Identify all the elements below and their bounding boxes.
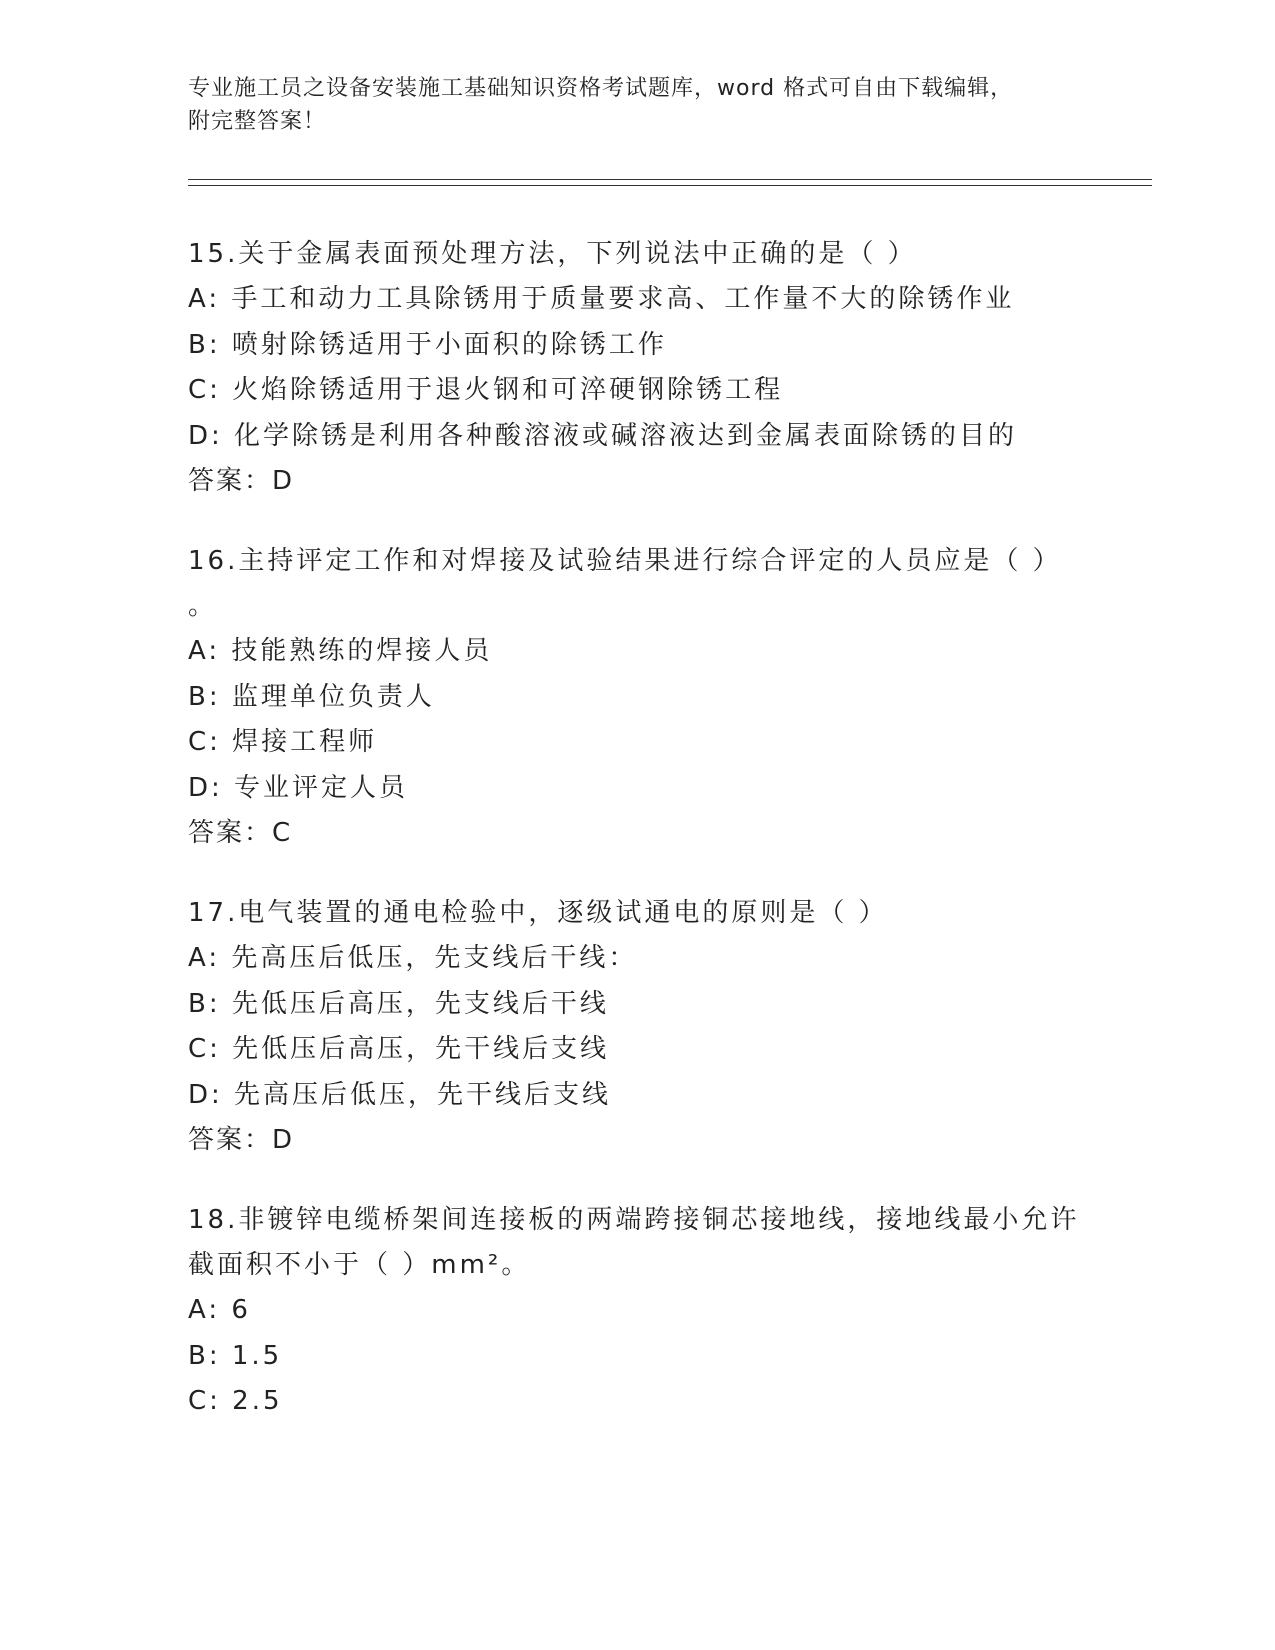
option-c: C: 先低压后高压，先干线后支线	[188, 1034, 610, 1064]
document-header	[188, 72, 1088, 138]
header-line-2: 附完整答案！	[188, 109, 327, 134]
option-a: A: 技能熟练的焊接人员	[188, 636, 493, 666]
question-text-continued: 。	[188, 591, 218, 621]
option-b: B: 1.5	[188, 1340, 283, 1371]
option-c: C: 2.5	[188, 1386, 283, 1416]
header-line-1: 专业施工员之设备安装施工基础知识资格考试题库，word 格式可自由下载编辑，	[188, 76, 1014, 101]
option-a: A: 先高压后低压，先支线后干线：	[188, 943, 638, 973]
question-16	[188, 539, 1088, 856]
option-b: B: 喷射除锈适用于小面积的除锈工作	[188, 329, 667, 360]
option-a: A: 6	[188, 1295, 251, 1325]
question-17	[188, 891, 1088, 1163]
question-text: 16.主持评定工作和对焊接及试验结果进行综合评定的人员应是（ ）	[188, 546, 1062, 576]
option-c: C: 焊接工程师	[188, 727, 378, 757]
header-divider-top	[188, 179, 1152, 180]
option-a: A: 手工和动力工具除锈用于质量要求高、工作量不大的除锈作业	[188, 284, 1015, 314]
question-list	[188, 232, 1088, 1460]
question-text: 18.非镀锌电缆桥架间连接板的两端跨接铜芯接地线，接地线最小允许	[188, 1205, 1080, 1235]
option-b: B: 先低压后高压，先支线后干线	[188, 988, 609, 1019]
question-text: 15.关于金属表面预处理方法，下列说法中正确的是（ ）	[188, 239, 917, 269]
option-d: D: 先高压后低压，先干线后支线	[188, 1079, 612, 1110]
answer: 答案：D	[188, 1125, 295, 1155]
answer: 答案：C	[188, 818, 293, 848]
question-text: 17.电气装置的通电检验中，逐级试通电的原则是（ ）	[188, 898, 888, 928]
question-18	[188, 1198, 1088, 1425]
question-text-continued: 截面积不小于（ ）mm²。	[188, 1250, 531, 1280]
option-d: D: 专业评定人员	[188, 772, 409, 803]
option-b: B: 监理单位负责人	[188, 681, 435, 712]
question-15	[188, 232, 1088, 504]
option-c: C: 火焰除锈适用于退火钢和可淬硬钢除锈工程	[188, 375, 784, 405]
answer: 答案：D	[188, 466, 295, 496]
header-divider-bottom	[188, 185, 1152, 186]
option-d: D: 化学除锈是利用各种酸溶液或碱溶液达到金属表面除锈的目的	[188, 420, 1018, 451]
